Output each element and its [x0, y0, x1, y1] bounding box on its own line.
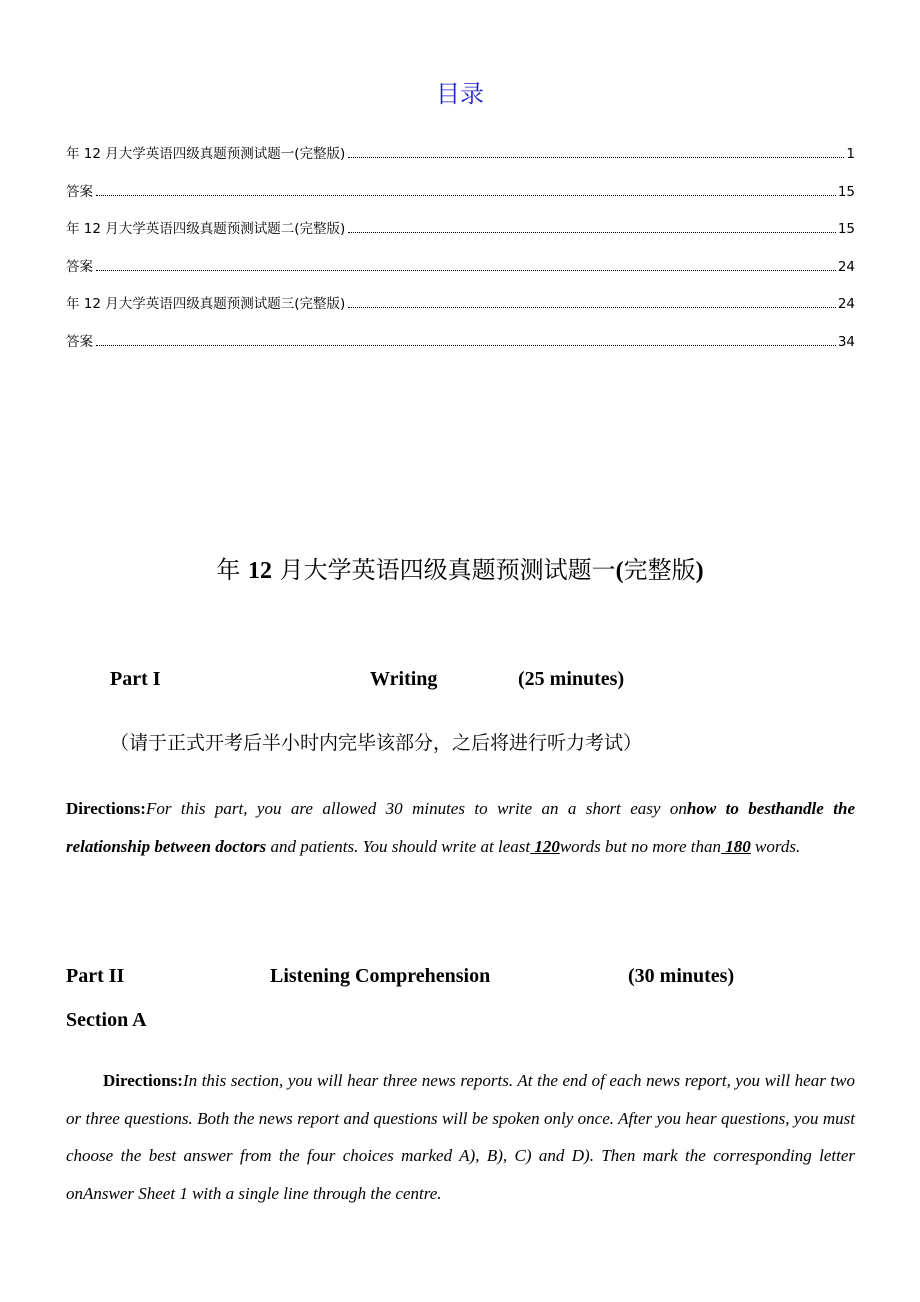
toc-entry-page: 34 [837, 334, 855, 350]
directions-text: and patients. You should write at least [266, 836, 531, 856]
title-number: 12 [248, 558, 272, 584]
toc-entry-page: 15 [837, 184, 855, 200]
toc-entry[interactable] [66, 330, 855, 350]
max-words: 180 [721, 836, 751, 856]
toc-entry-label: 答案 [66, 334, 93, 350]
toc-entry-page: 24 [837, 259, 855, 275]
directions-text: words. [750, 836, 801, 856]
section-a-heading: Section A [66, 1009, 147, 1031]
toc-entry[interactable] [66, 292, 855, 312]
toc-entry-label: 答案 [66, 259, 93, 275]
toc-entry-page: 1 [846, 146, 855, 162]
part1-directions [66, 790, 855, 865]
toc-leader [96, 345, 836, 346]
part1-name: Writing [370, 668, 438, 690]
toc-entry[interactable] [66, 217, 855, 237]
directions-label: Directions: [66, 799, 146, 818]
toc-entry[interactable] [66, 255, 855, 275]
title-paren-open: ( [615, 558, 624, 584]
title-paren-close: ) [695, 558, 704, 584]
toc-leader [96, 195, 836, 196]
toc-entry[interactable] [66, 180, 855, 200]
directions-label: Directions: [103, 1071, 183, 1090]
toc-leader [348, 157, 844, 158]
toc-entry-page: 15 [837, 221, 855, 237]
part1-time: (25 minutes) [518, 668, 625, 690]
essay-topic: how to besthandle the relationship between doctors [66, 799, 855, 856]
toc-entry-label: 答案 [66, 184, 93, 200]
toc-leader [96, 270, 836, 271]
toc-entry-label: 年 12 月大学英语四级真题预测试题二(完整版) [66, 221, 346, 237]
directions-text: words but no more than [559, 836, 722, 856]
toc-title: 目录 [436, 80, 484, 108]
toc-leader [348, 232, 836, 233]
toc-entry-label: 年 12 月大学英语四级真题预测试题三(完整版) [66, 296, 346, 312]
part1-note: （请于正式开考后半小时内完毕该部分，之后将进行听力考试） [110, 732, 643, 754]
toc-leader [348, 307, 836, 308]
directions-text: In this section, you will hear three news reports. At the end of each news report, you will hear two or three questions. Both the news report and questions will be spoken only once. After you hear questions, you must choose the best answer from the four choices marked A), B), C) and D). Then mark the corresponding letter onAnswer Sheet 1 with a single line through the centre. [66, 1071, 855, 1203]
min-words: 120 [530, 836, 560, 856]
part2-label: Part II [66, 965, 125, 987]
part1-label: Part I [110, 668, 161, 690]
title-prefix: 年 [216, 556, 248, 584]
directions-text: For this part, you are allowed 30 minutes to write an a short easy on [145, 799, 687, 818]
part2-name: Listening Comprehension [270, 965, 491, 987]
document-title [0, 550, 920, 585]
toc-entry[interactable] [66, 142, 855, 162]
toc-entry-label: 年 12 月大学英语四级真题预测试题一(完整版) [66, 146, 346, 162]
part2-directions [66, 1062, 855, 1212]
part2-time: (30 minutes) [628, 965, 735, 987]
title-edition: 完整版 [623, 556, 696, 584]
title-main: 月大学英语四级真题预测试题一 [272, 556, 616, 584]
toc-entry-page: 24 [837, 296, 855, 312]
